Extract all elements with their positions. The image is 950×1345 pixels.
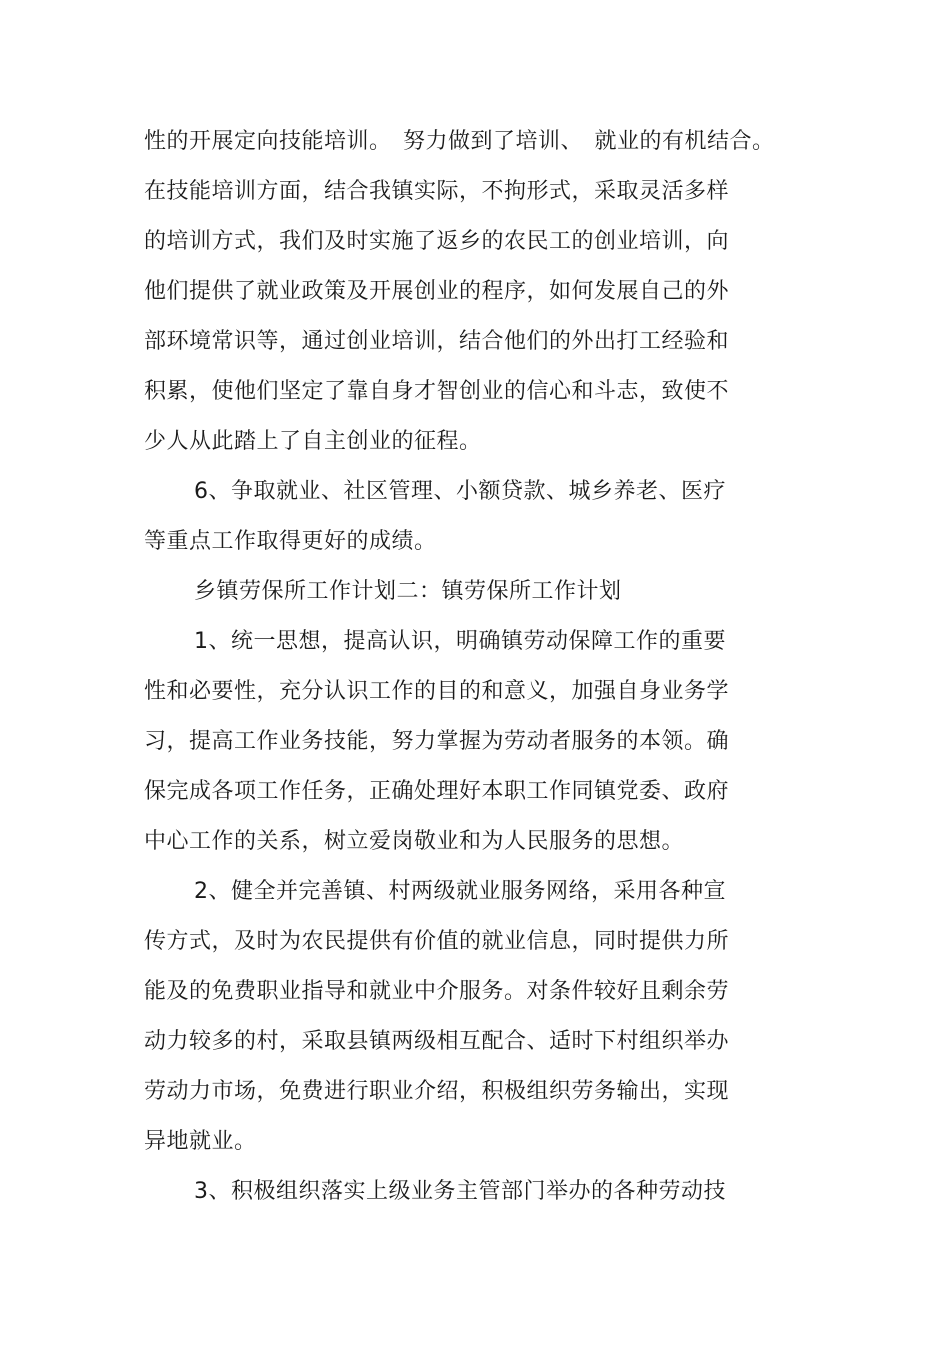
text-line: 中心工作的关系，树立爱岗敬业和为人民服务的思想。 bbox=[144, 829, 685, 854]
text-line: 动力较多的村，采取县镇两级相互配合、适时下村组织举办 bbox=[144, 1029, 730, 1054]
text-line: 他们提供了就业政策及开展创业的程序，如何发展自己的外 bbox=[144, 279, 730, 304]
text-line: 能及的免费职业指导和就业中介服务。对条件较好且剩余劳 bbox=[144, 979, 730, 1004]
text-line: 6、争取就业、社区管理、小额贷款、城乡养老、医疗 bbox=[194, 479, 726, 504]
text-line: 少人从此踏上了自主创业的征程。 bbox=[144, 429, 482, 454]
text-line: 在技能培训方面，结合我镇实际，不拘形式，采取灵活多样 bbox=[144, 179, 730, 204]
text-line: 性的开展定向技能培训。 努力做到了培训、 就业的有机结合。 bbox=[144, 129, 775, 154]
text-line: 习，提高工作业务技能，努力掌握为劳动者服务的本领。确 bbox=[144, 729, 730, 754]
text-line: 等重点工作取得更好的成绩。 bbox=[144, 529, 437, 554]
text-line: 2、健全并完善镇、村两级就业服务网络，采用各种宣 bbox=[194, 879, 726, 904]
text-line: 传方式，及时为农民提供有价值的就业信息，同时提供力所 bbox=[144, 929, 730, 954]
text-line: 的培训方式，我们及时实施了返乡的农民工的创业培训，向 bbox=[144, 229, 730, 254]
section-heading: 乡镇劳保所工作计划二：镇劳保所工作计划 bbox=[194, 579, 622, 604]
text-line: 保完成各项工作任务，正确处理好本职工作同镇党委、政府 bbox=[144, 779, 730, 804]
text-line: 性和必要性，充分认识工作的目的和意义，加强自身业务学 bbox=[144, 679, 730, 704]
text-line: 部环境常识等，通过创业培训，结合他们的外出打工经验和 bbox=[144, 329, 730, 354]
text-line: 异地就业。 bbox=[144, 1129, 257, 1154]
text-line: 1、统一思想，提高认识，明确镇劳动保障工作的重要 bbox=[194, 629, 726, 654]
text-line: 劳动力市场，免费进行职业介绍，积极组织劳务输出，实现 bbox=[144, 1079, 730, 1104]
text-line: 积累，使他们坚定了靠自身才智创业的信心和斗志，致使不 bbox=[144, 379, 730, 404]
text-line: 3、积极组织落实上级业务主管部门举办的各种劳动技 bbox=[194, 1179, 726, 1204]
